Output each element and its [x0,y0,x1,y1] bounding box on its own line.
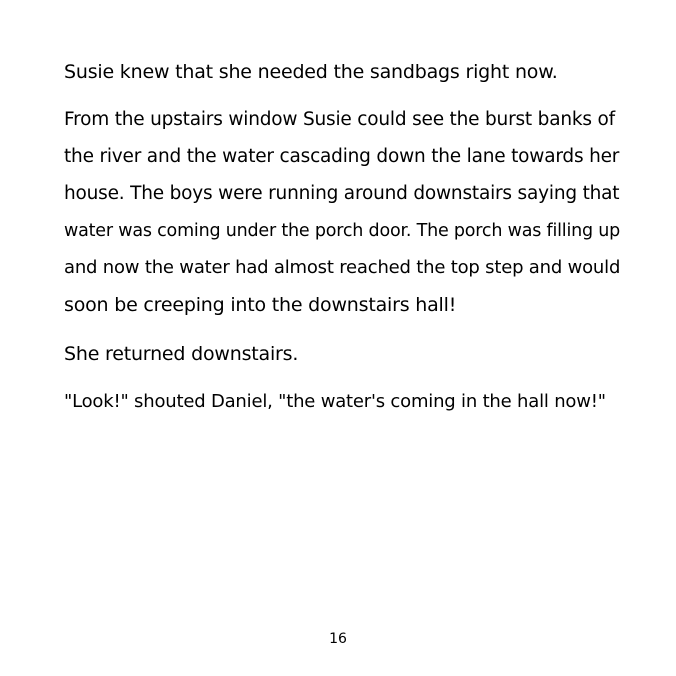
paragraph-2-line-2: the river and the water cascading down the lane towards her [64,146,620,167]
paragraph-2-line-4: water was coming under the porch door. The porch was filling up [64,221,621,241]
paragraph-4-line-1: "Look!" shouted Daniel, "the water's coming in the hall now!" [64,391,606,412]
paragraph-2-line-3: house. The boys were running around downstairs saying that [64,183,620,204]
paragraph-2-line-6: soon be creeping into the downstairs hall! [64,294,457,316]
paragraph-1-line-1: Susie knew that she needed the sandbags right now. [64,61,558,83]
paragraph-2-line-1: From the upstairs window Susie could see the burst banks of [64,109,615,130]
paragraph-2-line-5: and now the water had almost reached the top step and would [64,257,621,278]
page-number: 16 [329,631,347,647]
paragraph-3-line-1: She returned downstairs. [64,343,299,365]
